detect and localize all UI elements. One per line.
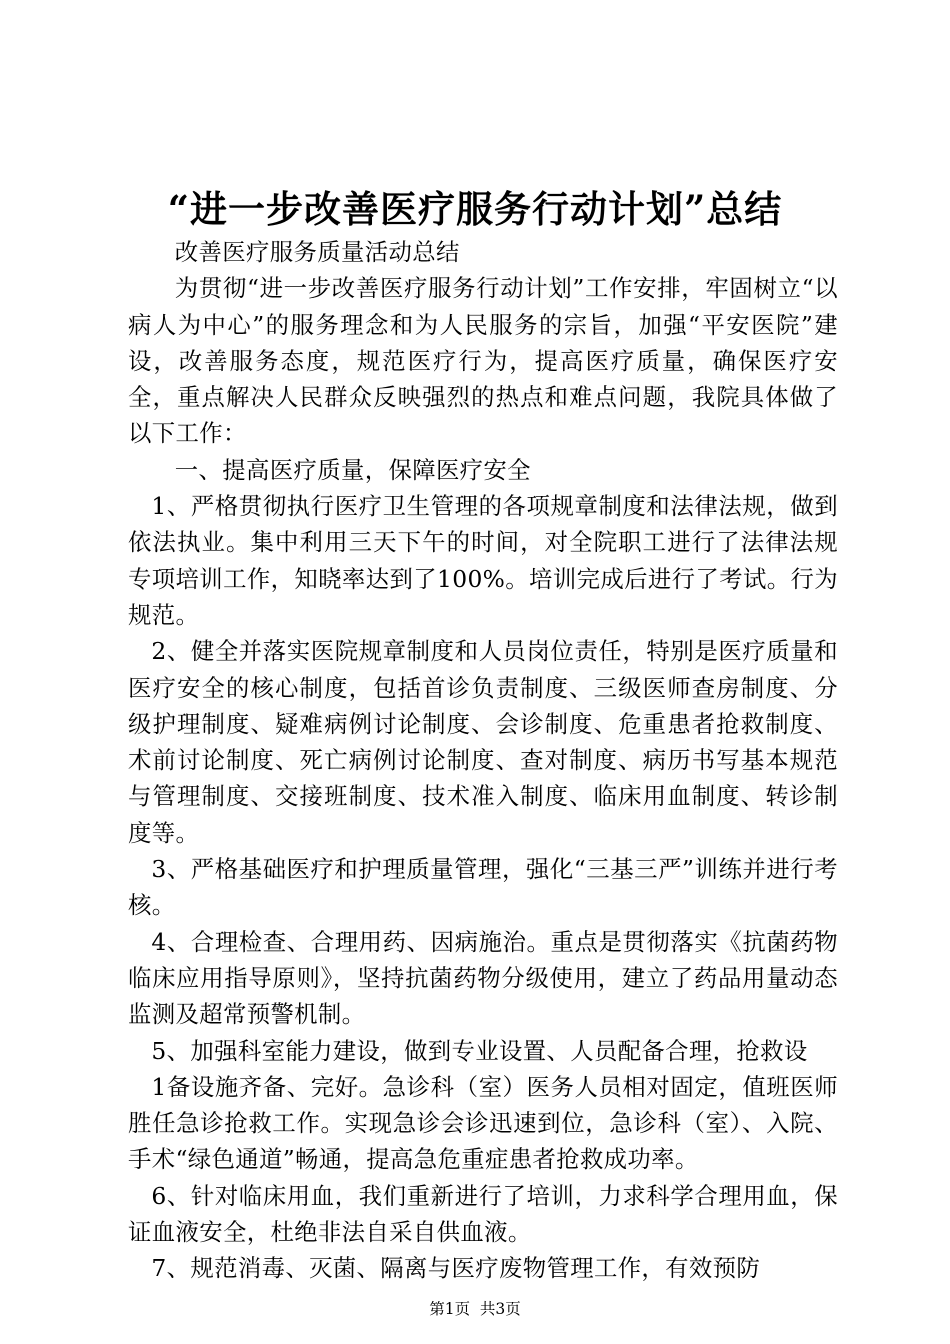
paragraph-item-3: 3、严格基础医疗和护理质量管理，强化“三基三严”训练并进行考核。 xyxy=(128,855,838,920)
paragraph-item-5: 5、加强科室能力建设，做到专业设置、人员配备合理，抢救设 xyxy=(151,1036,808,1065)
paragraph-subtitle: 改善医疗服务质量活动总结 xyxy=(174,238,460,266)
paragraph-item-2: 2、健全并落实医院规章制度和人员岗位责任，特别是医疗质量和医疗安全的核心制度，包括首诊负责制度、三级医师查房制度、分级护理制度、疑难病例讨论制度、会诊制度、危重患者抢救制度、术前讨论制度、死亡病例讨论制度、查对制度、病历书写基本规范与管理制度、交接班制度、技术准入制度、临床用血制度、转诊制度等。 xyxy=(128,637,838,847)
paragraph-item-1: 1、严格贯彻执行医疗卫生管理的各项规章制度和法律法规，做到依法执业。集中利用三天下午的时间，对全院职工进行了法律法规专项培训工作，知晓率达到了100%。培训完成后进行了考试。行为规范。 xyxy=(128,492,838,629)
paragraph-item-7: 7、规范消毒、灭菌、隔离与医疗废物管理工作，有效预防 xyxy=(151,1254,761,1283)
paragraph-item-6: 6、针对临床用血，我们重新进行了培训，力求科学合理用血，保证血液安全，杜绝非法自采自供血液。 xyxy=(128,1181,838,1247)
document-title: “进一步改善医疗服务行动计划”总结 xyxy=(167,187,783,231)
paragraph-item-4: 4、合理检查、合理用药、因病施治。重点是贯彻落实《抗菌药物临床应用指导原则》，坚持抗菌药物分级使用，建立了药品用量动态监测及超常预警机制。 xyxy=(128,927,838,1029)
paragraph-intro: 为贯彻“进一步改善医疗服务行动计划”工作安排，牢固树立“以病人为中心”的服务理念和为人民服务的宗旨，加强“平安医院”建设，改善服务态度，规范医疗行为，提高医疗质量，确保医疗安全，重点解决人民群众反映强烈的热点和难点问题，我院具体做了以下工作： xyxy=(128,274,838,448)
paragraph-item-5-continued: 1备设施齐备、完好。急诊科（室）医务人员相对固定，值班医师胜任急诊抢救工作。实现急诊会诊迅速到位，急诊科（室）、入院、手术“绿色通道”畅通，提高急危重症患者抢救成功率。 xyxy=(128,1072,838,1174)
page-footer: 第1页 共3页 xyxy=(429,1300,521,1318)
document-body xyxy=(128,234,838,1287)
section-heading: 一、提高医疗质量，保障医疗安全 xyxy=(174,455,531,484)
